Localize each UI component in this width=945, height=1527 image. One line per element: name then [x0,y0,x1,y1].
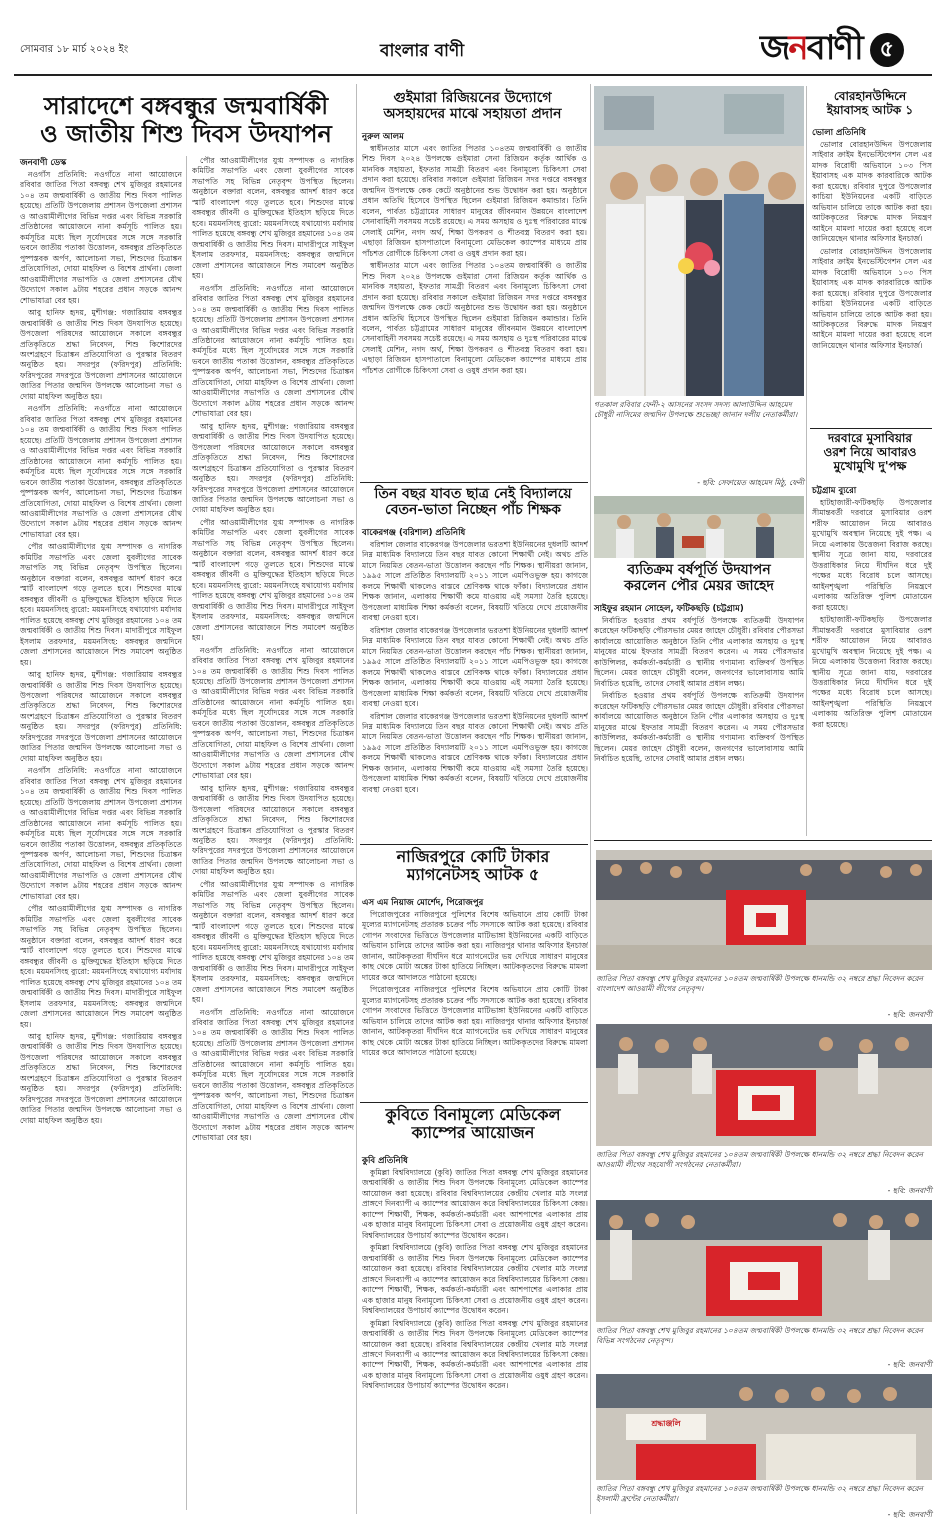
lead-col1-extra-4: পৌর আওয়ামীলীগের যুগ্ম সম্পাদক ও নাগরিক কমিটির সভাপতি এবং জেলা যুবলীগের সাবেক সভাপতি সহ বিভিন্ন নেতৃবৃন্দ উপস্থিত ছিলেন। অনুষ্ঠানে বক্তারা বলেন, বঙ্গবন্ধুর আদর্শ ধারণ করে স্মার্ট বাংলাদেশ গড়ে তুলতে হবে। শিশুদের মাঝে বঙ্গবন্ধুর জীবনী ও মুক্তিযুদ্ধের ইতিহাস ছড়িয়ে দিতে হবে। ময়মনসিংহ ব্যুরো: ময়মনসিংহে যথাযোগ্য মর্যাদায় পালিত হয়েছে বঙ্গবন্ধু শেখ মুজিবুর রহমানের ১০৪ তম জন্মবার্ষিকী ও জাতীয় শিশু দিবস। মাদারীপুরে সাইফুল ইসলাম তরফদার, ময়মনসিংহ: বঙ্গবন্ধুর জন্মদিনে জেলা প্রশাসনের আয়োজনে শিশু সমাবেশ অনুষ্ঠিত হয়। [20,904,182,1029]
issue-date: সোমবার ১৮ মার্চ ২০২৪ ইং [20,44,129,55]
column-divider [806,86,807,836]
guimara-headline-line-1: গুইমারা রিজিয়নের উদ্যোগে [393,90,552,106]
mayor-headline-line-1: ব্যতিক্রম বর্ষপূর্তি উদযাপন [627,562,771,578]
column-divider [590,84,591,1514]
photo-wreath-2-image [596,1024,932,1146]
photo-wreath-2 [596,1024,932,1146]
photo-wreath-1 [596,850,932,970]
lead-col2-extra-2: পৌর আওয়ামীলীগের যুগ্ম সম্পাদক ও নাগরিক কমিটির সভাপতি এবং জেলা যুবলীগের সাবেক সভাপতি সহ বিভিন্ন নেতৃবৃন্দ উপস্থিত ছিলেন। অনুষ্ঠানে বক্তারা বলেন, বঙ্গবন্ধুর আদর্শ ধারণ করে স্মার্ট বাংলাদেশ গড়ে তুলতে হবে। শিশুদের মাঝে বঙ্গবন্ধুর জীবনী ও মুক্তিযুদ্ধের ইতিহাস ছড়িয়ে দিতে হবে। ময়মনসিংহ ব্যুরো: ময়মনসিংহে যথাযোগ্য মর্যাদায় পালিত হয়েছে বঙ্গবন্ধু শেখ মুজিবুর রহমানের ১০৪ তম জন্মবার্ষিকী ও জাতীয় শিশু দিবস। মাদারীপুরে সাইফুল ইসলাম তরফদার, ময়মনসিংহ: বঙ্গবন্ধুর জন্মদিনে জেলা প্রশাসনের আয়োজনে শিশু সমাবেশ অনুষ্ঠিত হয়। [192,517,354,643]
guimara-headline [360,90,585,122]
photo-wreath-3-credit: - ছবি: জনবাণী [887,1360,932,1369]
dorbar-headline-line-1: দরবারে মুসাবিয়ার [828,431,912,445]
photo-feni-caption: গতকাল রবিবার ফেনী-২ আসনের সংসদ সদস্য আলাউদ্দিন আহমেদ চৌধুরী নাসিমের জন্মদিন উপলক্ষে শুভেচ্ছা জানান দলীয় নেতাকর্মীরা। [594,400,798,419]
story-separator [360,844,588,845]
lead-col1-extra-3: নওগাঁস প্রতিনিধি: নওগাঁতে নানা আয়োজনে রবিবার জাতির পিতা বঙ্গবন্ধু শেখ মুজিবুর রহমানের ১০৪ তম জন্মবার্ষিকী ও জাতীয় শিশু দিবস পালিত হয়েছে। প্রতিটি উপজেলায় প্রশাসন উপজেলা প্রশাসন ও আওয়ামীলীগের বিভিন্ন দপ্তর এবং বিভিন্ন সরকারি প্রতিষ্ঠানের আয়োজনে নানা কর্মসূচি পালিত হয়। কর্মসূচির মধ্যে ছিল সূর্যোদয়ের সঙ্গে সঙ্গে সরকারি ভবনে জাতীয় পতাকা উত্তোলন, বঙ্গবন্ধুর প্রতিকৃতিতে পুষ্পস্তবক অর্পণ, আলোচনা সভা, শিশুদের চিত্রাঙ্কন প্রতিযোগিতা, দোয়া মাহফিল ও বিশেষ প্রার্থনা। জেলা আওয়ামীলীগের সভাপতি ও জেলা প্রশাসনের যৌথ উদ্যোগে সকাল ৯টায় শহরের প্রধান সড়কে আনন্দ শোভাযাত্রা বের হয়। [20,766,182,901]
column-divider [186,156,187,1510]
dorbar-headline-line-2: ওরশ নিয়ে আবারও [823,444,917,459]
mayor-text-continued: নির্বাচিত হওয়ার প্রথম বর্ষপূর্তি উপলক্ষে ব্যতিক্রমী উদযাপন করেছেন ফটিকছড়ি পৌরসভার মেয়র জাহেদ চৌধুরী। রবিবার পৌরসভা কার্যালয়ে আয়োজিত অনুষ্ঠানে তিনি পৌর এলাকার অসহায় ও দুঃস্থ মানুষের মাঝে ইফতার সামগ্রী বিতরণ করেন। এ সময় পৌরসভার কাউন্সিলর, কর্মকর্তা-কর্মচারী ও স্থানীয় গণ্যমান্য ব্যক্তিবর্গ উপস্থিত ছিলেন। মেয়র জাহেদ চৌধুরী বলেন, জনগণের ভালোবাসায় আমি নির্বাচিত হয়েছি, তাদের সেবাই আমার প্রধান লক্ষ্য। [594,691,804,764]
lead-col2-extra-3: নওগাঁস প্রতিনিধি: নওগাঁতে নানা আয়োজনে রবিবার জাতির পিতা বঙ্গবন্ধু শেখ মুজিবুর রহমানের ১০৪ তম জন্মবার্ষিকী ও জাতীয় শিশু দিবস পালিত হয়েছে। প্রতিটি উপজেলায় প্রশাসন উপজেলা প্রশাসন ও আওয়ামীলীগের বিভিন্ন দপ্তর এবং বিভিন্ন সরকারি প্রতিষ্ঠানের আয়োজনে নানা কর্মসূচি পালিত হয়। কর্মসূচির মধ্যে ছিল সূর্যোদয়ের সঙ্গে সঙ্গে সরকারি ভবনে জাতীয় পতাকা উত্তোলন, বঙ্গবন্ধুর প্রতিকৃতিতে পুষ্পস্তবক অর্পণ, আলোচনা সভা, শিশুদের চিত্রাঙ্কন প্রতিযোগিতা, দোয়া মাহফিল ও বিশেষ প্রার্থনা। জেলা আওয়ামীলীগের সভাপতি ও জেলা প্রশাসনের যৌথ উদ্যোগে সকাল ৯টায় শহরের প্রধান সড়কে আনন্দ শোভাযাত্রা বের হয়। [192,645,354,781]
burhan-body [812,140,932,424]
teachers-text-continued: বরিশাল জেলার বাকেরগঞ্জ উপজেলার ভরতশা ইউনিয়নের দুধলটি আদর্শ নিম্ন মাধ্যমিক বিদ্যালয়ে তিন বছর যাবত কোনো শিক্ষার্থী নেই। অথচ প্রতি মাসে নিয়মিত বেতন-ভাতা উত্তোলন করছেন পাঁচ শিক্ষক। স্থানীয়রা জানান, ১৯৯৫ সালে প্রতিষ্ঠিত বিদ্যালয়টি ২০১১ সালে এমপিওভুক্ত হয়। কাগজে কলমে শিক্ষার্থী থাকলেও বাস্তবে শ্রেণিকক্ষ থাকে ফাঁকা। বিদ্যালয়ের প্রধান শিক্ষক জানান, এলাকায় শিক্ষার্থী কমে যাওয়ায় এই সমস্যা তৈরি হয়েছে। উপজেলা মাধ্যমিক শিক্ষা কর্মকর্তা বলেন, বিষয়টি খতিয়ে দেখে প্রয়োজনীয় ব্যবস্থা নেওয়া হবে। [362,625,588,709]
nazirpur-headline [360,848,586,885]
burhan-headline-line-1: বোরহানউদ্দিনে [833,89,907,103]
photo-wreath-1-caption: জাতির পিতা বঙ্গবন্ধু শেখ মুজিবুর রহমানের ১০৪তম জন্মবার্ষিকী উপলক্ষে ধানমন্ডি ৩২ নম্বরে শ্রদ্ধা নিবেদন করেন বাংলাদেশ আওয়ামী লীগের নেতৃবৃন্দ। [596,974,923,993]
burhan-text: ভোলার বোরহানউদ্দিন উপজেলায় সাইবার ক্রাইম ইনভেস্টিগেশন সেল এর মাদক বিরোধী অভিযানে ১০৩ পিস ইয়াবাসহ এক মাদক কারবারিকে আটক করা হয়েছে। রবিবার দুপুরে উপজেলার কাচিয়া ইউনিয়নের একটি বাড়িতে অভিযান চালিয়ে তাকে আটক করা হয়। আটককৃতের বিরুদ্ধে মাদক নিয়ন্ত্রণ আইনে মামলা দায়ের করা হয়েছে বলে জানিয়েছেন থানার অফিসার ইনচার্জ। [812,140,932,244]
guimara-body [362,144,587,478]
lead-col1-extra: পৌর আওয়ামীলীগের যুগ্ম সম্পাদক ও নাগরিক কমিটির সভাপতি এবং জেলা যুবলীগের সাবেক সভাপতি সহ বিভিন্ন নেতৃবৃন্দ উপস্থিত ছিলেন। অনুষ্ঠানে বক্তারা বলেন, বঙ্গবন্ধুর আদর্শ ধারণ করে স্মার্ট বাংলাদেশ গড়ে তুলতে হবে। শিশুদের মাঝে বঙ্গবন্ধুর জীবনী ও মুক্তিযুদ্ধের ইতিহাস ছড়িয়ে দিতে হবে। ময়মনসিংহ ব্যুরো: ময়মনসিংহে যথাযোগ্য মর্যাদায় পালিত হয়েছে বঙ্গবন্ধু শেখ মুজিবুর রহমানের ১০৪ তম জন্মবার্ষিকী ও জাতীয় শিশু দিবস। মাদারীপুরে সাইফুল ইসলাম তরফদার, ময়মনসিংহ: বঙ্গবন্ধুর জন্মদিনে জেলা প্রশাসনের আয়োজনে শিশু সমাবেশ অনুষ্ঠিত হয়। [20,542,182,667]
logo-part-a: জ [760,27,789,68]
photo-feni-celebration [594,86,804,396]
story-separator [810,428,932,429]
kubi-headline-line-1: কুবিতে বিনামূল্যে মেডিকেল [385,1105,561,1124]
guimara-byline: নুরুল আলম [362,132,404,142]
guimara-headline-line-2: অসহায়দের মাঝে সহায়তা প্রদান [383,106,562,123]
teachers-text: বরিশাল জেলার বাকেরগঞ্জ উপজেলার ভরতশা ইউনিয়নের দুধলটি আদর্শ নিম্ন মাধ্যমিক বিদ্যালয়ে তিন বছর যাবত কোনো শিক্ষার্থী নেই। অথচ প্রতি মাসে নিয়মিত বেতন-ভাতা উত্তোলন করছেন পাঁচ শিক্ষক। স্থানীয়রা জানান, ১৯৯৫ সালে প্রতিষ্ঠিত বিদ্যালয়টি ২০১১ সালে এমপিওভুক্ত হয়। কাগজে কলমে শিক্ষার্থী থাকলেও বাস্তবে শ্রেণিকক্ষ থাকে ফাঁকা। বিদ্যালয়ের প্রধান শিক্ষক জানান, এলাকায় শিক্ষার্থী কমে যাওয়ায় এই সমস্যা তৈরি হয়েছে। উপজেলা মাধ্যমিক শিক্ষা কর্মকর্তা বলেন, বিষয়টি খতিয়ে দেখে প্রয়োজনীয় ব্যবস্থা নেওয়া হবে। [362,540,588,623]
photo-wreath-3-caption: জাতির পিতা বঙ্গবন্ধু শেখ মুজিবুর রহমানের ১০৪তম জন্মবার্ষিকী উপলক্ষে ধানমন্ডি ৩২ নম্বরে শ্রদ্ধা নিবেদন করেন বিভিন্ন সংগঠনের নেতৃবৃন্দ। [596,1326,923,1345]
nazirpur-text: পিরোজপুরের নাজিরপুরে পুলিশের বিশেষ অভিযানে প্রায় কোটি টাকা মূল্যের ম্যাগনেটসহ প্রতারক চক্রের পাঁচ সদস্যকে আটক করা হয়েছে। রবিবার গোপন সংবাদের ভিত্তিতে উপজেলার মাটিভাঙ্গা ইউনিয়নের একটি বাড়িতে অভিযান চালিয়ে তাদের আটক করা হয়। নাজিরপুর থানার অফিসার ইনচার্জ জানান, আটককৃতরা দীর্ঘদিন ধরে ম্যাগনেটের ভয় দেখিয়ে সাধারণ মানুষের কাছ থেকে মোটা অঙ্কের টাকা হাতিয়ে নিচ্ছিল। আটককৃতদের বিরুদ্ধে মামলা দায়ের করে আদালতে পাঠানো হয়েছে। [362,910,588,982]
photo-wreath-1-image [596,850,932,970]
lead-column-2 [192,156,354,1510]
mayor-headline [594,562,804,594]
mayor-text: নির্বাচিত হওয়ার প্রথম বর্ষপূর্তি উপলক্ষে ব্যতিক্রমী উদযাপন করেছেন ফটিকছড়ি পৌরসভার মেয়র জাহেদ চৌধুরী। রবিবার পৌরসভা কার্যালয়ে আয়োজিত অনুষ্ঠানে তিনি পৌর এলাকার অসহায় ও দুঃস্থ মানুষের মাঝে ইফতার সামগ্রী বিতরণ করেন। এ সময় পৌরসভার কাউন্সিলর, কর্মকর্তা-কর্মচারী ও স্থানীয় গণ্যমান্য ব্যক্তিবর্গ উপস্থিত ছিলেন। মেয়র জাহেদ চৌধুরী বলেন, জনগণের ভালোবাসায় আমি নির্বাচিত হয়েছি, তাদের সেবাই আমার প্রধান লক্ষ্য। [594,616,804,688]
kubi-text-continued: কুমিল্লা বিশ্ববিদ্যালয়ে (কুবি) জাতির পিতা বঙ্গবন্ধু শেখ মুজিবুর রহমানের জন্মবার্ষিকী ও জাতীয় শিশু দিবস উপলক্ষে বিনামূল্যে মেডিকেল ক্যাম্পের আয়োজন করা হয়েছে। রবিবার বিশ্ববিদ্যালয়ের কেন্দ্রীয় খেলার মাঠ সংলগ্ন প্রাঙ্গণে দিনব্যাপী এ ক্যাম্পের আয়োজন করে বিশ্ববিদ্যালয়ের চিকিৎসা কেন্দ্র। ক্যাম্পে শিক্ষার্থী, শিক্ষক, কর্মকর্তা-কর্মচারী এবং আশপাশের এলাকার প্রায় এক হাজার মানুষ বিনামূল্যে চিকিৎসা সেবা ও প্রয়োজনীয় ওষুধ গ্রহণ করেন। বিশ্ববিদ্যালয়ের উপাচার্য ক্যাম্পের উদ্বোধন করেন। [362,1243,588,1316]
story-separator [360,482,588,483]
guimara-text: স্বাধীনতার মাসে এবং জাতির পিতার ১০৪তম জন্মবার্ষিকী ও জাতীয় শিশু দিবস ২০২৪ উপলক্ষে গুইমারা সেনা রিজিয়ন কর্তৃক আর্থিক ও মানবিক সহায়তা, ইফতার সামগ্রী বিতরণ এবং বিনামূল্যে চিকিৎসা সেবা প্রদান করা হয়েছে। রবিবার সকালে গুইমারা রিজিয়ন সদর দপ্তরে বঙ্গবন্ধুর জন্মদিন উপলক্ষে কেক কেটে অনুষ্ঠানের শুভ উদ্বোধন করা হয়। অনুষ্ঠানে প্রধান অতিথি হিসেবে উপস্থিত ছিলেন গুইমারা রিজিয়ন কমান্ডার। তিনি বলেন, পার্বত্য চট্টগ্রামের সাধারণ মানুষের জীবনমান উন্নয়নে বাংলাদেশ সেনাবাহিনী সবসময় সচেষ্ট রয়েছে। এ সময় অসহায় ও দুঃস্থ পরিবারের মাঝে সেলাই মেশিন, নগদ অর্থ, শিক্ষা উপকরণ ও শীতবস্ত্র বিতরণ করা হয়। এছাড়া রিজিয়ন হাসপাতালে বিনামূল্যে মেডিকেল ক্যাম্পের মাধ্যমে প্রায় পাঁচশত রোগীকে চিকিৎসা সেবা ও ওষুধ প্রদান করা হয়। [362,144,587,258]
lead-byline: জনবাণী ডেস্ক [20,158,67,168]
lead-col2-continued: নওগাঁস প্রতিনিধি: নওগাঁতে নানা আয়োজনে রবিবার জাতির পিতা বঙ্গবন্ধু শেখ মুজিবুর রহমানের ১০৪ তম জন্মবার্ষিকী ও জাতীয় শিশু দিবস পালিত হয়েছে। প্রতিটি উপজেলায় প্রশাসন উপজেলা প্রশাসন ও আওয়ামীলীগের বিভিন্ন দপ্তর এবং বিভিন্ন সরকারি প্রতিষ্ঠানের আয়োজনে নানা কর্মসূচি পালিত হয়। কর্মসূচির মধ্যে ছিল সূর্যোদয়ের সঙ্গে সঙ্গে সরকারি ভবনে জাতীয় পতাকা উত্তোলন, বঙ্গবন্ধুর প্রতিকৃতিতে পুষ্পস্তবক অর্পণ, আলোচনা সভা, শিশুদের চিত্রাঙ্কন প্রতিযোগিতা, দোয়া মাহফিল ও বিশেষ প্রার্থনা। জেলা আওয়ামীলীগের সভাপতি ও জেলা প্রশাসনের যৌথ উদ্যোগে সকাল ৯টায় শহরের প্রধান সড়কে আনন্দ শোভাযাত্রা বের হয়। [192,283,354,419]
dorbar-body [812,498,932,834]
teachers-headline [360,486,586,518]
story-separator [360,1102,588,1103]
teachers-text-more: বরিশাল জেলার বাকেরগঞ্জ উপজেলার ভরতশা ইউনিয়নের দুধলটি আদর্শ নিম্ন মাধ্যমিক বিদ্যালয়ে তিন বছর যাবত কোনো শিক্ষার্থী নেই। অথচ প্রতি মাসে নিয়মিত বেতন-ভাতা উত্তোলন করছেন পাঁচ শিক্ষক। স্থানীয়রা জানান, ১৯৯৫ সালে প্রতিষ্ঠিত বিদ্যালয়টি ২০১১ সালে এমপিওভুক্ত হয়। কাগজে কলমে শিক্ষার্থী থাকলেও বাস্তবে শ্রেণিকক্ষ থাকে ফাঁকা। বিদ্যালয়ের প্রধান শিক্ষক জানান, এলাকায় শিক্ষার্থী কমে যাওয়ায় এই সমস্যা তৈরি হয়েছে। উপজেলা মাধ্যমিক শিক্ষা কর্মকর্তা বলেন, বিষয়টি খতিয়ে দেখে প্রয়োজনীয় ব্যবস্থা নেওয়া হবে। [362,711,588,794]
mayor-headline-line-2: করলেন পৌর মেয়র জাহেদ [624,578,774,595]
photo-wreath-4-caption: জাতির পিতা বঙ্গবন্ধু শেখ মুজিবুর রহমানের ১০৪তম জন্মবার্ষিকী উপলক্ষে ধানমন্ডি ৩২ নম্বরে শ্রদ্ধা নিবেদন করেন ইসলামী ফ্রন্টের নেতাকর্মীরা। [596,1484,923,1503]
teachers-headline-line-1: তিন বছর যাবত ছাত্র নেই বিদ্যালয়ে [374,486,572,502]
column-divider [356,84,357,1514]
nazirpur-headline-line-2: ম্যাগনেটসহ আটক ৫ [406,865,540,885]
guimara-text-continued: স্বাধীনতার মাসে এবং জাতির পিতার ১০৪তম জন্মবার্ষিকী ও জাতীয় শিশু দিবস ২০২৪ উপলক্ষে গুইমারা সেনা রিজিয়ন কর্তৃক আর্থিক ও মানবিক সহায়তা, ইফতার সামগ্রী বিতরণ এবং বিনামূল্যে চিকিৎসা সেবা প্রদান করা হয়েছে। রবিবার সকালে গুইমারা রিজিয়ন সদর দপ্তরে বঙ্গবন্ধুর জন্মদিন উপলক্ষে কেক কেটে অনুষ্ঠানের শুভ উদ্বোধন করা হয়। অনুষ্ঠানে প্রধান অতিথি হিসেবে উপস্থিত ছিলেন গুইমারা রিজিয়ন কমান্ডার। তিনি বলেন, পার্বত্য চট্টগ্রামের সাধারণ মানুষের জীবনমান উন্নয়নে বাংলাদেশ সেনাবাহিনী সবসময় সচেষ্ট রয়েছে। এ সময় অসহায় ও দুঃস্থ পরিবারের মাঝে সেলাই মেশিন, নগদ অর্থ, শিক্ষা উপকরণ ও শীতবস্ত্র বিতরণ করা হয়। এছাড়া রিজিয়ন হাসপাতালে বিনামূল্যে মেডিকেল ক্যাম্পের মাধ্যমে প্রায় পাঁচশত রোগীকে চিকিৎসা সেবা ও ওষুধ প্রদান করা হয়। [362,261,587,375]
logo-part-b: ন [788,27,807,68]
lead-col1-repeat: নওগাঁস প্রতিনিধি: নওগাঁতে নানা আয়োজনে রবিবার জাতির পিতা বঙ্গবন্ধু শেখ মুজিবুর রহমানের ১০৪ তম জন্মবার্ষিকী ও জাতীয় শিশু দিবস পালিত হয়েছে। প্রতিটি উপজেলায় প্রশাসন উপজেলা প্রশাসন ও আওয়ামীলীগের বিভিন্ন দপ্তর এবং বিভিন্ন সরকারি প্রতিষ্ঠানের আয়োজনে নানা কর্মসূচি পালিত হয়। কর্মসূচির মধ্যে ছিল সূর্যোদয়ের সঙ্গে সঙ্গে সরকারি ভবনে জাতীয় পতাকা উত্তোলন, বঙ্গবন্ধুর প্রতিকৃতিতে পুষ্পস্তবক অর্পণ, আলোচনা সভা, শিশুদের চিত্রাঙ্কন প্রতিযোগিতা, দোয়া মাহফিল ও বিশেষ প্রার্থনা। জেলা আওয়ামীলীগের সভাপতি ও জেলা প্রশাসনের যৌথ উদ্যোগে সকাল ৯টায় শহরের প্রধান সড়কে আনন্দ শোভাযাত্রা বের হয়। [20,404,182,539]
dorbar-headline [810,432,930,473]
lead-col2-extra: আবু হানিফ হৃদয়, মুশীগঞ্জ: গজারিয়ায় বঙ্গবন্ধুর জন্মবার্ষিকী ও জাতীয় শিশু দিবস উদযাপিত হয়েছে। উপজেলা পরিষদের আয়োজনে সকালে বঙ্গবন্ধুর প্রতিকৃতিতে শ্রদ্ধা নিবেদন, শিশু কিশোরদের অংশগ্রহণে চিত্রাঙ্কন প্রতিযোগিতা ও পুরস্কার বিতরণ অনুষ্ঠিত হয়। সদরপুর (ফরিদপুর) প্রতিনিধি: ফরিদপুরের সদরপুরে উপজেলা প্রশাসনের আয়োজনে জাতির পিতার জন্মদিন উপলক্ষে আলোচনা সভা ও দোয়া মাহফিল অনুষ্ঠিত হয়। [192,421,354,515]
story-separator [594,840,932,841]
lead-headline-line-2: ও জাতীয় শিশু দিবস উদযাপন [40,118,332,148]
mayor-byline: সাইফুর রহমান সোহেল, ফটিকছড়ি (চট্টগ্রাম) [594,604,744,614]
page-number-badge: ৫ [870,33,904,67]
kubi-byline: কুবি প্রতিনিধি [362,1156,408,1166]
logo-part-c: বাণী [806,27,862,68]
section-title: বাংলার বাণী [380,41,465,61]
photo-distribution [594,496,804,558]
lead-headline-line-1: সারাদেশে বঙ্গবন্ধুর জন্মবার্ষিকী [43,91,329,120]
photo-feni-credit: - ছবি: সেফায়েত আহমেদ মিঠু, ফেনী [697,478,804,487]
lead-col1-extra-2: আবু হানিফ হৃদয়, মুশীগঞ্জ: গজারিয়ায় বঙ্গবন্ধুর জন্মবার্ষিকী ও জাতীয় শিশু দিবস উদযাপিত হয়েছে। উপজেলা পরিষদের আয়োজনে সকালে বঙ্গবন্ধুর প্রতিকৃতিতে শ্রদ্ধা নিবেদন, শিশু কিশোরদের অংশগ্রহণে চিত্রাঙ্কন প্রতিযোগিতা ও পুরস্কার বিতরণ অনুষ্ঠিত হয়। সদরপুর (ফরিদপুর) প্রতিনিধি: ফরিদপুরের সদরপুরে উপজেলা প্রশাসনের আয়োজনে জাতির পিতার জন্মদিন উপলক্ষে আলোচনা সভা ও দোয়া মাহফিল অনুষ্ঠিত হয়। [20,670,182,763]
lead-col2-extra-6: নওগাঁস প্রতিনিধি: নওগাঁতে নানা আয়োজনে রবিবার জাতির পিতা বঙ্গবন্ধু শেখ মুজিবুর রহমানের ১০৪ তম জন্মবার্ষিকী ও জাতীয় শিশু দিবস পালিত হয়েছে। প্রতিটি উপজেলায় প্রশাসন উপজেলা প্রশাসন ও আওয়ামীলীগের বিভিন্ন দপ্তর এবং বিভিন্ন সরকারি প্রতিষ্ঠানের আয়োজনে নানা কর্মসূচি পালিত হয়। কর্মসূচির মধ্যে ছিল সূর্যোদয়ের সঙ্গে সঙ্গে সরকারি ভবনে জাতীয় পতাকা উত্তোলন, বঙ্গবন্ধুর প্রতিকৃতিতে পুষ্পস্তবক অর্পণ, আলোচনা সভা, শিশুদের চিত্রাঙ্কন প্রতিযোগিতা, দোয়া মাহফিল ও বিশেষ প্রার্থনা। জেলা আওয়ামীলীগের সভাপতি ও জেলা প্রশাসনের যৌথ উদ্যোগে সকাল ৯টায় শহরের প্রধান সড়কে আনন্দ শোভাযাত্রা বের হয়। [192,1007,354,1143]
photo-feni-image [594,86,804,396]
teachers-byline: বাকেরগঞ্জ (বরিশাল) প্রতিনিধি [362,528,466,538]
burhan-headline-line-2: ইয়াবাসহ আটক ১ [826,102,914,117]
logo-wordmark [760,22,862,79]
lead-headline [18,92,354,147]
lead-col2-extra-5: পৌর আওয়ামীলীগের যুগ্ম সম্পাদক ও নাগরিক কমিটির সভাপতি এবং জেলা যুবলীগের সাবেক সভাপতি সহ বিভিন্ন নেতৃবৃন্দ উপস্থিত ছিলেন। অনুষ্ঠানে বক্তারা বলেন, বঙ্গবন্ধুর আদর্শ ধারণ করে স্মার্ট বাংলাদেশ গড়ে তুলতে হবে। শিশুদের মাঝে বঙ্গবন্ধুর জীবনী ও মুক্তিযুদ্ধের ইতিহাস ছড়িয়ে দিতে হবে। ময়মনসিংহ ব্যুরো: ময়মনসিংহে যথাযোগ্য মর্যাদায় পালিত হয়েছে বঙ্গবন্ধু শেখ মুজিবুর রহমানের ১০৪ তম জন্মবার্ষিকী ও জাতীয় শিশু দিবস। মাদারীপুরে সাইফুল ইসলাম তরফদার, ময়মনসিংহ: বঙ্গবন্ধুর জন্মদিনে জেলা প্রশাসনের আয়োজনে শিশু সমাবেশ অনুষ্ঠিত হয়। [192,879,354,1005]
nazirpur-headline-line-1: নাজিরপুরে কোটি টাকার [396,847,550,866]
lead-col1-text: নওগাঁস প্রতিনিধি: নওগাঁতে নানা আয়োজনে রবিবার জাতির পিতা বঙ্গবন্ধু শেখ মুজিবুর রহমানের ১০৪ তম জন্মবার্ষিকী ও জাতীয় শিশু দিবস পালিত হয়েছে। প্রতিটি উপজেলায় প্রশাসন উপজেলা প্রশাসন ও আওয়ামীলীগের বিভিন্ন দপ্তর এবং বিভিন্ন সরকারি প্রতিষ্ঠানের আয়োজনে নানা কর্মসূচি পালিত হয়। কর্মসূচির মধ্যে ছিল সূর্যোদয়ের সঙ্গে সঙ্গে সরকারি ভবনে জাতীয় পতাকা উত্তোলন, বঙ্গবন্ধুর প্রতিকৃতিতে পুষ্পস্তবক অর্পণ, আলোচনা সভা, শিশুদের চিত্রাঙ্কন প্রতিযোগিতা, দোয়া মাহফিল ও বিশেষ প্রার্থনা। জেলা আওয়ামীলীগের সভাপতি ও জেলা প্রশাসনের যৌথ উদ্যোগে সকাল ৯টায় শহরের প্রধান সড়কে আনন্দ শোভাযাত্রা বের হয়। [20,170,182,305]
kubi-headline [360,1106,586,1143]
photo-wreath-1-credit: - ছবি: জনবাণী [887,1010,932,1019]
photo-wreath-4-credit: - ছবি: জনবাণী [887,1510,932,1519]
dorbar-headline-line-3: মুখোমুখি দু'পক্ষ [833,458,907,473]
burhan-byline: ভোলা প্রতিনিধি [812,128,866,138]
photo-distribution-image [594,496,804,558]
photo-wreath-3 [596,1200,932,1322]
photo-wreath-2-caption: জাতির পিতা বঙ্গবন্ধু শেখ মুজিবুর রহমানের ১০৪তম জন্মবার্ষিকী উপলক্ষে ধানমন্ডি ৩২ নম্বরে শ্রদ্ধা নিবেদন করেন আওয়ামী লীগের সহযোগী সংগঠনের নেতাকর্মীরা। [596,1150,923,1169]
mayor-body [594,616,804,832]
lead-col2-text: পৌর আওয়ামীলীগের যুগ্ম সম্পাদক ও নাগরিক কমিটির সভাপতি এবং জেলা যুবলীগের সাবেক সভাপতি সহ বিভিন্ন নেতৃবৃন্দ উপস্থিত ছিলেন। অনুষ্ঠানে বক্তারা বলেন, বঙ্গবন্ধুর আদর্শ ধারণ করে স্মার্ট বাংলাদেশ গড়ে তুলতে হবে। শিশুদের মাঝে বঙ্গবন্ধুর জীবনী ও মুক্তিযুদ্ধের ইতিহাস ছড়িয়ে দিতে হবে। ময়মনসিংহ ব্যুরো: ময়মনসিংহে যথাযোগ্য মর্যাদায় পালিত হয়েছে বঙ্গবন্ধু শেখ মুজিবুর রহমানের ১০৪ তম জন্মবার্ষিকী ও জাতীয় শিশু দিবস। মাদারীপুরে সাইফুল ইসলাম তরফদার, ময়মনসিংহ: বঙ্গবন্ধুর জন্মদিনে জেলা প্রশাসনের আয়োজনে শিশু সমাবেশ অনুষ্ঠিত হয়। [192,156,354,281]
teachers-headline-line-2: বেতন-ভাতা নিচ্ছেন পাঁচ শিক্ষক [385,502,561,519]
nazirpur-body [362,910,588,1098]
kubi-headline-line-2: ক্যাম্পের আয়োজন [411,1123,535,1143]
burhan-text-continued: ভোলার বোরহানউদ্দিন উপজেলায় সাইবার ক্রাইম ইনভেস্টিগেশন সেল এর মাদক বিরোধী অভিযানে ১০৩ পিস ইয়াবাসহ এক মাদক কারবারিকে আটক করা হয়েছে। রবিবার দুপুরে উপজেলার কাচিয়া ইউনিয়নের একটি বাড়িতে অভিযান চালিয়ে তাকে আটক করা হয়। আটককৃতের বিরুদ্ধে মাদক নিয়ন্ত্রণ আইনে মামলা দায়ের করা হয়েছে বলে জানিয়েছেন থানার অফিসার ইনচার্জ। [812,246,932,350]
newspaper-logo [760,26,930,74]
photo-wreath-3-image [596,1200,932,1322]
wreath-banner-text: শ্রদ্ধাঞ্জলি [651,1419,681,1428]
burhan-headline [810,90,930,118]
lead-col2-extra-4: আবু হানিফ হৃদয়, মুশীগঞ্জ: গজারিয়ায় বঙ্গবন্ধুর জন্মবার্ষিকী ও জাতীয় শিশু দিবস উদযাপিত হয়েছে। উপজেলা পরিষদের আয়োজনে সকালে বঙ্গবন্ধুর প্রতিকৃতিতে শ্রদ্ধা নিবেদন, শিশু কিশোরদের অংশগ্রহণে চিত্রাঙ্কন প্রতিযোগিতা ও পুরস্কার বিতরণ অনুষ্ঠিত হয়। সদরপুর (ফরিদপুর) প্রতিনিধি: ফরিদপুরের সদরপুরে উপজেলা প্রশাসনের আয়োজনে জাতির পিতার জন্মদিন উপলক্ষে আলোচনা সভা ও দোয়া মাহফিল অনুষ্ঠিত হয়। [192,783,354,877]
lead-col1-continued: আবু হানিফ হৃদয়, মুশীগঞ্জ: গজারিয়ায় বঙ্গবন্ধুর জন্মবার্ষিকী ও জাতীয় শিশু দিবস উদযাপিত হয়েছে। উপজেলা পরিষদের আয়োজনে সকালে বঙ্গবন্ধুর প্রতিকৃতিতে শ্রদ্ধা নিবেদন, শিশু কিশোরদের অংশগ্রহণে চিত্রাঙ্কন প্রতিযোগিতা ও পুরস্কার বিতরণ অনুষ্ঠিত হয়। সদরপুর (ফরিদপুর) প্রতিনিধি: ফরিদপুরের সদরপুরে উপজেলা প্রশাসনের আয়োজনে জাতির পিতার জন্মদিন উপলক্ষে আলোচনা সভা ও দোয়া মাহফিল অনুষ্ঠিত হয়। [20,308,182,401]
kubi-text: কুমিল্লা বিশ্ববিদ্যালয়ে (কুবি) জাতির পিতা বঙ্গবন্ধু শেখ মুজিবুর রহমানের জন্মবার্ষিকী ও জাতীয় শিশু দিবস উপলক্ষে বিনামূল্যে মেডিকেল ক্যাম্পের আয়োজন করা হয়েছে। রবিবার বিশ্ববিদ্যালয়ের কেন্দ্রীয় খেলার মাঠ সংলগ্ন প্রাঙ্গণে দিনব্যাপী এ ক্যাম্পের আয়োজন করে বিশ্ববিদ্যালয়ের চিকিৎসা কেন্দ্র। ক্যাম্পে শিক্ষার্থী, শিক্ষক, কর্মকর্তা-কর্মচারী এবং আশপাশের এলাকার প্রায় এক হাজার মানুষ বিনামূল্যে চিকিৎসা সেবা ও প্রয়োজনীয় ওষুধ গ্রহণ করেন। বিশ্ববিদ্যালয়ের উপাচার্য ক্যাম্পের উদ্বোধন করেন। [362,1168,588,1240]
photo-wreath-2-credit: - ছবি: জনবাণী [887,1186,932,1195]
dorbar-byline: চট্টগ্রাম ব্যুরো [812,486,857,496]
lead-col1-extra-5: আবু হানিফ হৃদয়, মুশীগঞ্জ: গজারিয়ায় বঙ্গবন্ধুর জন্মবার্ষিকী ও জাতীয় শিশু দিবস উদযাপিত হয়েছে। উপজেলা পরিষদের আয়োজনে সকালে বঙ্গবন্ধুর প্রতিকৃতিতে শ্রদ্ধা নিবেদন, শিশু কিশোরদের অংশগ্রহণে চিত্রাঙ্কন প্রতিযোগিতা ও পুরস্কার বিতরণ অনুষ্ঠিত হয়। সদরপুর (ফরিদপুর) প্রতিনিধি: ফরিদপুরের সদরপুরে উপজেলা প্রশাসনের আয়োজনে জাতির পিতার জন্মদিন উপলক্ষে আলোচনা সভা ও দোয়া মাহফিল অনুষ্ঠিত হয়। [20,1031,182,1125]
dorbar-text-continued: হাটহাজারী-ফটিকছড়ি উপজেলার সীমান্তবর্তী দরবারে মুসাবিয়ার ওরশ শরীফ আয়োজন নিয়ে আবারও মুখোমুখি অবস্থান নিয়েছে দুই পক্ষ। এ নিয়ে এলাকায় উত্তেজনা বিরাজ করছে। স্থানীয় সূত্রে জানা যায়, দরবারের উত্তরাধিকার নিয়ে দীর্ঘদিন ধরে দুই পক্ষের মধ্যে বিরোধ চলে আসছে। আইনশৃঙ্খলা পরিস্থিতি নিয়ন্ত্রণে এলাকায় অতিরিক্ত পুলিশ মোতায়েন করা হয়েছে। [812,615,932,729]
nazirpur-byline: এস এম নিয়াজ মোর্শেদ, পিরোজপুর [362,898,484,908]
lead-column-1 [20,170,182,1510]
kubi-body [362,1168,588,1514]
dorbar-text: হাটহাজারী-ফটিকছড়ি উপজেলার সীমান্তবর্তী দরবারে মুসাবিয়ার ওরশ শরীফ আয়োজন নিয়ে আবারও মুখোমুখি অবস্থান নিয়েছে দুই পক্ষ। এ নিয়ে এলাকায় উত্তেজনা বিরাজ করছে। স্থানীয় সূত্রে জানা যায়, দরবারের উত্তরাধিকার নিয়ে দীর্ঘদিন ধরে দুই পক্ষের মধ্যে বিরোধ চলে আসছে। আইনশৃঙ্খলা পরিস্থিতি নিয়ন্ত্রণে এলাকায় অতিরিক্ত পুলিশ মোতায়েন করা হয়েছে। [812,498,932,612]
nazirpur-text-continued: পিরোজপুরের নাজিরপুরে পুলিশের বিশেষ অভিযানে প্রায় কোটি টাকা মূল্যের ম্যাগনেটসহ প্রতারক চক্রের পাঁচ সদস্যকে আটক করা হয়েছে। রবিবার গোপন সংবাদের ভিত্তিতে উপজেলার মাটিভাঙ্গা ইউনিয়নের একটি বাড়িতে অভিযান চালিয়ে তাদের আটক করা হয়। নাজিরপুর থানার অফিসার ইনচার্জ জানান, আটককৃতরা দীর্ঘদিন ধরে ম্যাগনেটের ভয় দেখিয়ে সাধারণ মানুষের কাছ থেকে মোটা অঙ্কের টাকা হাতিয়ে নিচ্ছিল। আটককৃতদের বিরুদ্ধে মামলা দায়ের করে আদালতে পাঠানো হয়েছে। [362,985,588,1058]
kubi-text-more: কুমিল্লা বিশ্ববিদ্যালয়ে (কুবি) জাতির পিতা বঙ্গবন্ধু শেখ মুজিবুর রহমানের জন্মবার্ষিকী ও জাতীয় শিশু দিবস উপলক্ষে বিনামূল্যে মেডিকেল ক্যাম্পের আয়োজন করা হয়েছে। রবিবার বিশ্ববিদ্যালয়ের কেন্দ্রীয় খেলার মাঠ সংলগ্ন প্রাঙ্গণে দিনব্যাপী এ ক্যাম্পের আয়োজন করে বিশ্ববিদ্যালয়ের চিকিৎসা কেন্দ্র। ক্যাম্পে শিক্ষার্থী, শিক্ষক, কর্মকর্তা-কর্মচারী এবং আশপাশের এলাকার প্রায় এক হাজার মানুষ বিনামূল্যে চিকিৎসা সেবা ও প্রয়োজনীয় ওষুধ গ্রহণ করেন। বিশ্ববিদ্যালয়ের উপাচার্য ক্যাম্পের উদ্বোধন করেন। [362,1318,588,1391]
teachers-body [362,540,588,840]
